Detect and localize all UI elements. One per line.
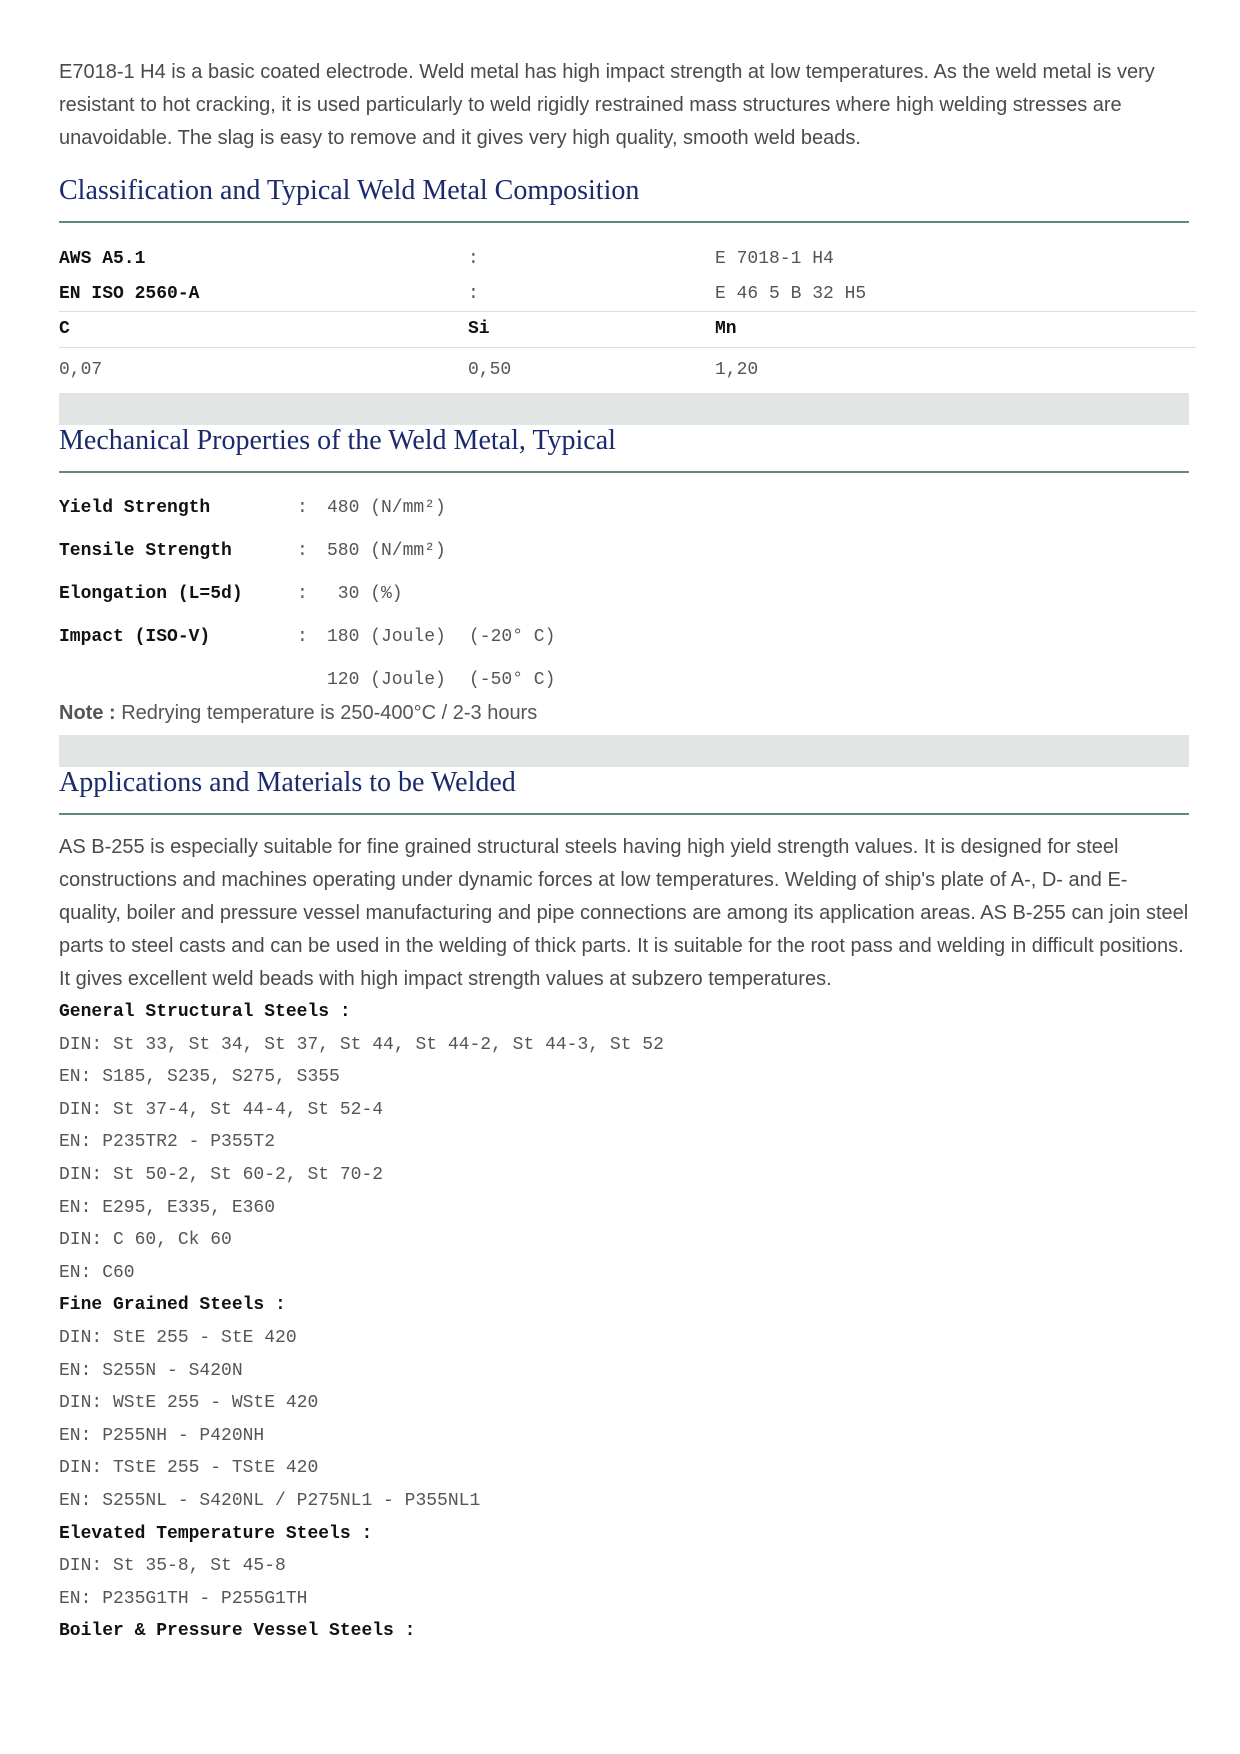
material-line: DIN: TStE 255 - TStE 420 bbox=[59, 1458, 319, 1479]
standard-sep: : bbox=[468, 283, 479, 304]
material-line: EN: P235G1TH - P255G1TH bbox=[59, 1588, 308, 1609]
section-band bbox=[59, 393, 1189, 425]
element-value: 0,07 bbox=[59, 360, 103, 381]
note-text: Redrying temperature is 250-400°C / 2-3 hours bbox=[121, 702, 538, 724]
property-label: Impact (ISO-V) bbox=[59, 626, 211, 647]
property-value: 180 (Joule) bbox=[327, 626, 446, 647]
element-header: Si bbox=[468, 319, 490, 339]
standard-name: EN ISO 2560-A bbox=[59, 283, 200, 304]
property-condition: (-50° C) bbox=[469, 669, 556, 690]
element-header: Mn bbox=[715, 319, 737, 339]
material-line: EN: P235TR2 - P355T2 bbox=[59, 1132, 276, 1153]
material-group-heading: General Structural Steels : bbox=[59, 1002, 351, 1022]
material-line: EN: S185, S235, S275, S355 bbox=[59, 1067, 340, 1088]
material-line: EN: C60 bbox=[59, 1262, 135, 1283]
standard-sep: : bbox=[468, 248, 479, 269]
property-value: 30 (%) bbox=[327, 583, 403, 604]
element-value: 1,20 bbox=[715, 360, 759, 381]
datasheet-page bbox=[59, 56, 1189, 1648]
material-line: EN: P255NH - P420NH bbox=[59, 1425, 265, 1446]
material-line: DIN: WStE 255 - WStE 420 bbox=[59, 1393, 319, 1414]
material-line: DIN: StE 255 - StE 420 bbox=[59, 1327, 297, 1348]
material-group-heading: Fine Grained Steels : bbox=[59, 1295, 286, 1316]
element-header: C bbox=[59, 319, 70, 339]
standard-row bbox=[59, 277, 1196, 311]
property-row bbox=[59, 615, 1189, 658]
material-line: DIN: St 50-2, St 60-2, St 70-2 bbox=[59, 1164, 384, 1185]
material-line: EN: S255NL - S420NL / P275NL1 - P355NL1 bbox=[59, 1490, 481, 1511]
material-line: DIN: C 60, Ck 60 bbox=[59, 1230, 232, 1251]
property-label: Tensile Strength bbox=[59, 540, 232, 561]
redrying-note bbox=[59, 701, 1189, 735]
element-value: 0,50 bbox=[468, 360, 512, 381]
classification-title: Classification and Typical Weld Metal Composition bbox=[59, 175, 640, 206]
property-sep: : bbox=[297, 626, 308, 647]
materials-list bbox=[59, 996, 1189, 1648]
section-divider bbox=[59, 221, 1189, 223]
intro-paragraph: E7018-1 H4 is a basic coated electrode. Weld metal has high impact strength at low temperatures. As the weld metal is very resistant to hot cracking, it is used particularly to weld rigidly restrained mass structures where high welding stresses are unavoidable. The slag is easy to remove and it gives very high quality, smooth weld beads. bbox=[59, 61, 1155, 149]
section-divider bbox=[59, 471, 1189, 473]
property-row bbox=[59, 658, 1189, 701]
property-row bbox=[59, 572, 1189, 615]
material-line: EN: S255N - S420N bbox=[59, 1360, 243, 1381]
composition-value-row bbox=[59, 347, 1196, 393]
property-label: Elongation (L=5d) bbox=[59, 583, 243, 604]
mechanical-properties bbox=[59, 486, 1189, 701]
standard-value: E 7018-1 H4 bbox=[715, 248, 834, 269]
material-group-heading: Elevated Temperature Steels : bbox=[59, 1523, 373, 1544]
material-group-heading: Boiler & Pressure Vessel Steels : bbox=[59, 1621, 416, 1642]
property-sep: : bbox=[297, 497, 308, 518]
property-sep: : bbox=[297, 583, 308, 604]
property-value: 580 (N/mm²) bbox=[327, 540, 446, 561]
material-line: DIN: St 35-8, St 45-8 bbox=[59, 1556, 286, 1577]
mechanical-title: Mechanical Properties of the Weld Metal, Typical bbox=[59, 425, 616, 456]
applications-title: Applications and Materials to be Welded bbox=[59, 767, 516, 798]
standard-value: E 46 5 B 32 H5 bbox=[715, 283, 867, 304]
material-line: DIN: St 37-4, St 44-4, St 52-4 bbox=[59, 1099, 384, 1120]
section-band bbox=[59, 735, 1189, 767]
section-divider bbox=[59, 813, 1189, 815]
classification-table bbox=[59, 240, 1196, 393]
property-row bbox=[59, 529, 1189, 572]
material-line: EN: E295, E335, E360 bbox=[59, 1197, 276, 1218]
material-line: DIN: St 33, St 34, St 37, St 44, St 44-2, St 44-3, St 52 bbox=[59, 1034, 664, 1055]
property-row bbox=[59, 486, 1189, 529]
standard-row bbox=[59, 240, 1196, 277]
property-label: Yield Strength bbox=[59, 497, 211, 518]
property-sep: : bbox=[297, 540, 308, 561]
property-value: 480 (N/mm²) bbox=[327, 497, 446, 518]
composition-header-row bbox=[59, 311, 1196, 347]
property-value: 120 (Joule) bbox=[327, 669, 446, 690]
standard-name: AWS A5.1 bbox=[59, 248, 146, 269]
applications-paragraph: AS B-255 is especially suitable for fine grained structural steels having high yield strength values. It is designed for steel constructions and machines operating under dynamic forces at low temperatures. Welding of ship's plate of A-, D- and E-quality, boiler and pressure vessel manufacturing and pipe connections are among its application areas. AS B-255 can join steel parts to steel casts and can be used in the welding of thick parts. It is suitable for the root pass and welding in difficult positions. It gives excellent weld beads with high impact strength values at subzero temperatures. bbox=[59, 836, 1189, 990]
note-label: Note : bbox=[59, 702, 116, 724]
property-condition: (-20° C) bbox=[469, 626, 556, 647]
